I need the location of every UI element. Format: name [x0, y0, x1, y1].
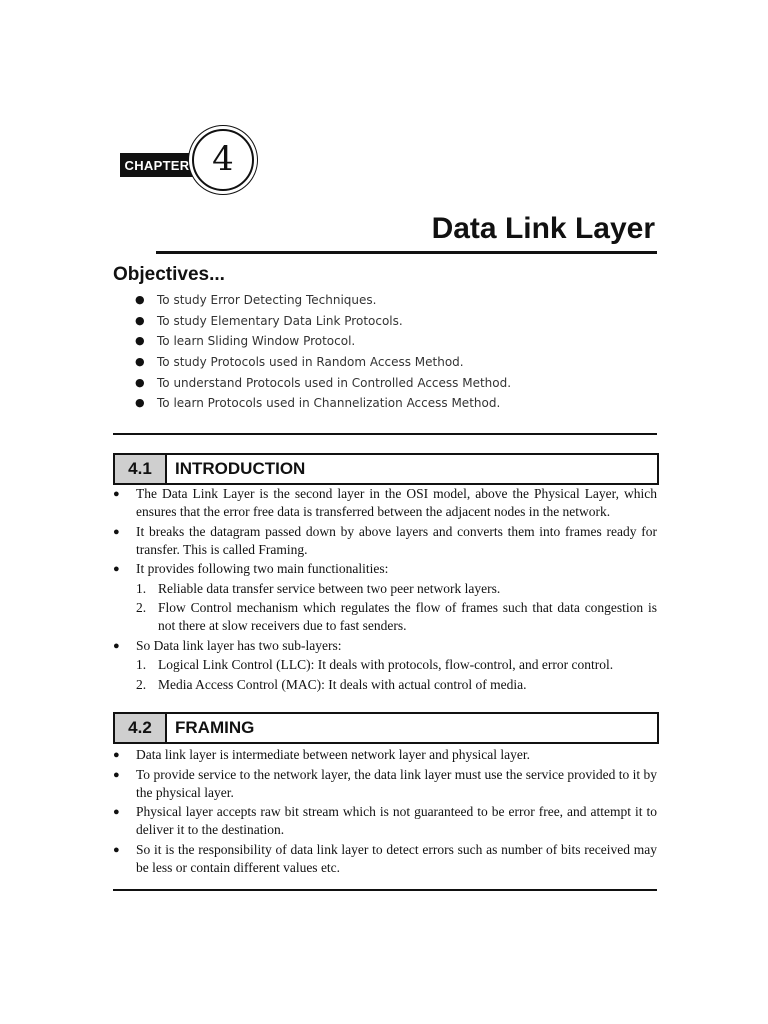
bullet-icon: ● [113, 563, 120, 575]
numbered-item [113, 599, 657, 635]
list-item-text: Reliable data transfer service between two peer network layers. [158, 580, 501, 596]
objective-item [135, 373, 511, 394]
bullet-icon: ● [113, 843, 120, 856]
item-number: 1. [136, 657, 147, 672]
list-item [113, 523, 657, 559]
section-divider [113, 433, 657, 435]
objective-text: To learn Sliding Window Protocol. [157, 334, 356, 349]
list-item-text: Data link layer is intermediate between network layer and physical layer. [136, 747, 530, 762]
introduction-list [113, 485, 657, 695]
objective-text: To study Protocols used in Random Access Method. [157, 355, 464, 370]
chapter-label: CHAPTER [120, 153, 194, 177]
framing-list [113, 746, 657, 878]
bullet-icon: ● [135, 293, 145, 306]
section-heading-introduction [113, 453, 659, 485]
section-heading-framing [113, 712, 659, 744]
section-title: INTRODUCTION [175, 459, 306, 478]
objectives-heading: Objectives... [113, 264, 225, 285]
list-item [113, 560, 657, 578]
list-item-text: Media Access Control (MAC): It deals with actual control of media. [158, 676, 527, 692]
objective-text: To learn Protocols used in Channelization Access Method. [157, 396, 501, 411]
objective-item [135, 352, 511, 373]
objective-item [135, 331, 511, 352]
bullet-icon: ● [113, 525, 120, 538]
bullet-icon: ● [135, 334, 145, 348]
item-number: 1. [136, 580, 147, 596]
objective-text: To understand Protocols used in Controlled Access Method. [157, 375, 512, 390]
list-item-text: To provide service to the network layer, the data link layer must use the service provided to it by the physical layer. [136, 766, 657, 800]
numbered-item [113, 656, 657, 674]
bullet-icon: ● [113, 768, 120, 781]
list-item-text: Flow Control mechanism which regulates the flow of frames such that data congestion is not there at slow receivers due to fast senders. [158, 600, 657, 633]
section-title: FRAMING [175, 718, 255, 737]
numbered-item [113, 676, 657, 694]
chapter-title: Data Link Layer [431, 212, 655, 245]
list-item-text: It breaks the datagram passed down by above layers and converts them into frames ready for transfer. This is called Framing. [136, 523, 657, 557]
list-item-text: So Data link layer has two sub-layers: [136, 637, 342, 653]
objective-text: To study Error Detecting Techniques. [157, 293, 377, 307]
objectives-list [135, 290, 511, 414]
bullet-icon: ● [135, 313, 145, 327]
list-item-text: It provides following two main functionalities: [136, 561, 389, 576]
objective-item [135, 290, 511, 311]
list-item [113, 803, 657, 839]
bullet-icon: ● [113, 639, 120, 652]
bullet-icon: ● [113, 806, 120, 818]
objective-text: To study Elementary Data Link Protocols. [157, 313, 403, 328]
objective-item [135, 393, 511, 414]
list-item-text: The Data Link Layer is the second layer in the OSI model, above the Physical Layer, which ensures that the error free data is transferred between the adjacent nodes in the network. [136, 486, 657, 519]
chapter-number-badge [192, 129, 254, 191]
objective-item [135, 311, 511, 332]
bullet-icon: ● [113, 488, 120, 500]
bullet-icon: ● [135, 375, 145, 389]
chapter-number: 4 [212, 139, 234, 179]
bullet-icon: ● [135, 396, 145, 410]
numbered-item [113, 580, 657, 598]
list-item [113, 841, 657, 877]
bottom-divider [113, 889, 657, 891]
list-item-text: So it is the responsibility of data link layer to detect errors such as number of bits received may be less or contain different values etc. [136, 841, 657, 875]
list-item [113, 637, 657, 655]
list-item-text: Physical layer accepts raw bit stream which is not guaranteed to be error free, and attempt it to deliver it to the destination. [136, 804, 657, 837]
list-item [113, 746, 657, 764]
list-item [113, 485, 657, 521]
bullet-icon: ● [135, 355, 145, 369]
section-number: 4.1 [115, 455, 167, 483]
item-number: 2. [136, 600, 147, 615]
section-number: 4.2 [115, 714, 167, 742]
list-item-text: Logical Link Control (LLC): It deals with protocols, flow-control, and error control. [158, 657, 614, 672]
title-underline [156, 251, 657, 254]
bullet-icon: ● [113, 749, 120, 761]
item-number: 2. [136, 676, 147, 692]
list-item [113, 766, 657, 802]
